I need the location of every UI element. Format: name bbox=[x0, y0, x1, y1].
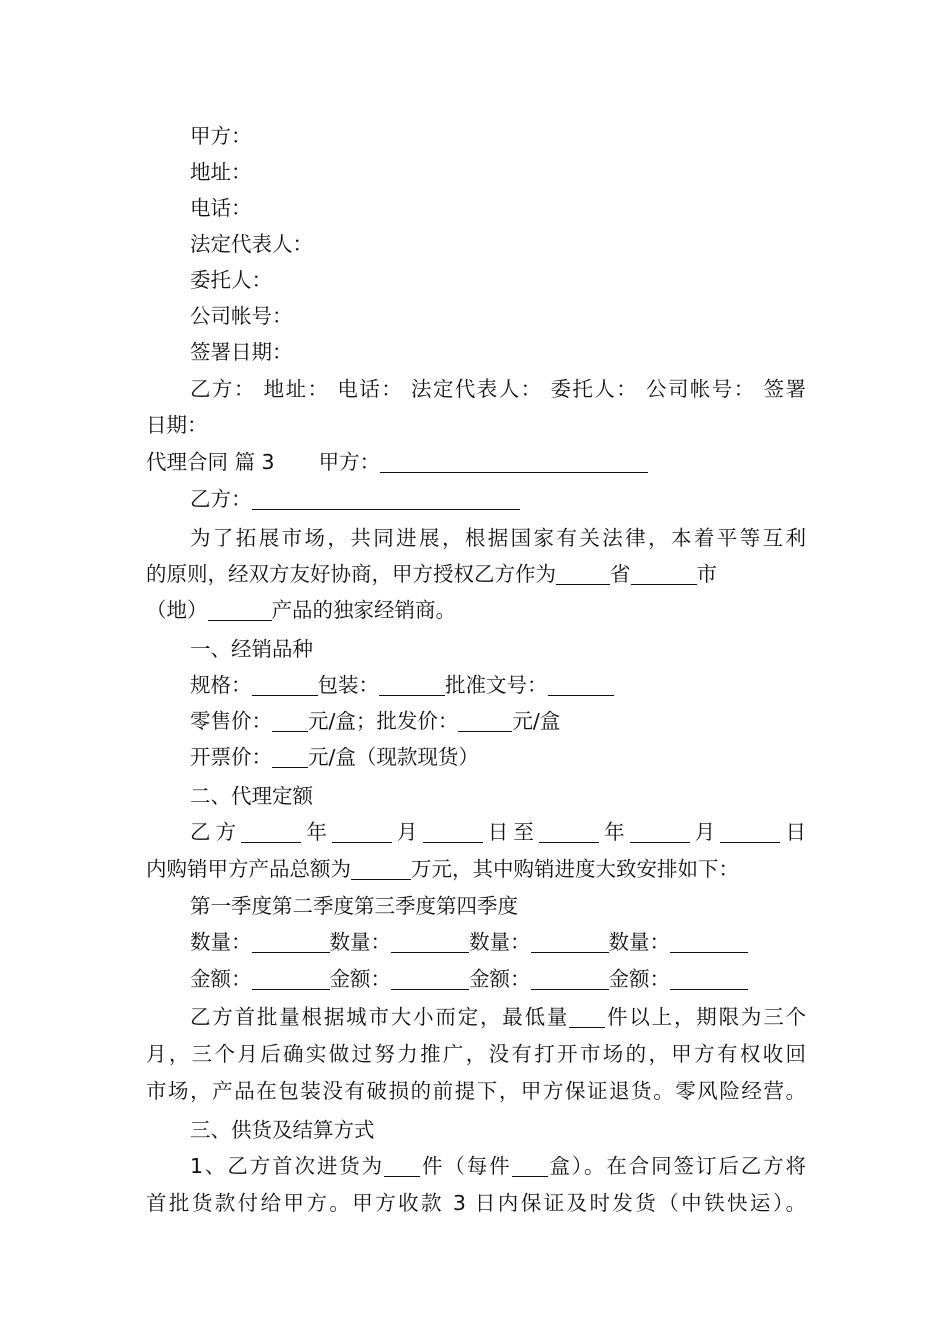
supply-text: 盒）。在合同签订后乙方将 bbox=[547, 1154, 807, 1178]
province-blank bbox=[556, 562, 610, 585]
party-b-label: 乙方： bbox=[190, 487, 252, 511]
qty-q2-blank bbox=[391, 930, 469, 953]
invoice-price-blank bbox=[272, 745, 308, 768]
package-blank bbox=[379, 673, 445, 696]
end-month-blank bbox=[630, 820, 690, 843]
per-case-label: 件（每件 bbox=[420, 1154, 512, 1178]
approval-blank bbox=[548, 673, 614, 696]
end-year-blank bbox=[539, 820, 599, 843]
quota-line-1 bbox=[190, 814, 806, 850]
invoice-price-line bbox=[190, 739, 806, 775]
start-day-blank bbox=[423, 820, 483, 843]
quota-line-2 bbox=[146, 851, 806, 887]
province-label: 省 bbox=[610, 562, 631, 586]
first-batch-term: 件以上，期限为三个 bbox=[605, 1005, 807, 1029]
start-month-blank bbox=[332, 820, 392, 843]
retail-price-blank bbox=[272, 709, 308, 732]
qty-q1-label: 数量： bbox=[190, 930, 252, 954]
supply-line-2: 首批货款付给甲方。甲方收款 3 日内保证及时发货（中铁快运）。 bbox=[146, 1191, 806, 1215]
qty-q2-label: 数量： bbox=[329, 930, 391, 954]
intro-end: 产品的独家经销商。 bbox=[271, 598, 456, 622]
section-2-heading: 二、代理定额 bbox=[190, 784, 313, 808]
start-year-blank bbox=[241, 820, 301, 843]
district-label: （地） bbox=[146, 598, 208, 622]
year-label: 年 bbox=[301, 820, 332, 844]
party-b-blank bbox=[252, 487, 520, 510]
section-3-heading: 三、供货及结算方式 bbox=[190, 1118, 375, 1142]
intro-text: 的原则，经双方友好协商，甲方授权乙方作为 bbox=[146, 562, 556, 586]
wholesale-price-blank bbox=[458, 709, 512, 732]
approval-label: 批准文号： bbox=[445, 673, 548, 697]
product-blank bbox=[208, 598, 272, 621]
agent-label: 委托人： bbox=[190, 268, 272, 292]
month-label: 月 bbox=[391, 820, 423, 844]
retail-price-label: 零售价： bbox=[190, 709, 272, 733]
party-b-line bbox=[190, 481, 806, 517]
section-1-heading: 一、经销品种 bbox=[190, 637, 313, 661]
qty-q3-blank bbox=[531, 930, 609, 953]
total-amount-unit: 万元，其中购销进度大致安排如下： bbox=[411, 857, 739, 881]
qty-q3-label: 数量： bbox=[469, 930, 531, 954]
city-label: 市 bbox=[696, 562, 717, 586]
first-batch-line-2: 月，三个月后确实做过努力推广，没有打开市场的，甲方有权收回 bbox=[146, 1042, 806, 1066]
first-batch-line-3: 市场，产品在包装没有破损的前提下，甲方保证退货。零风险经营。 bbox=[146, 1079, 806, 1103]
qty-q4-label: 数量： bbox=[608, 930, 670, 954]
contract-title: 代理合同 篇 3 bbox=[146, 450, 275, 474]
end-day-blank bbox=[720, 820, 780, 843]
address-label: 地址： bbox=[190, 160, 252, 184]
amt-q2-blank bbox=[391, 967, 469, 990]
amt-q1-label: 金额： bbox=[190, 967, 252, 991]
contract-heading-line bbox=[146, 444, 806, 480]
first-batch-line-1 bbox=[190, 999, 806, 1035]
end-month-label: 月 bbox=[689, 820, 721, 844]
spec-label: 规格： bbox=[190, 673, 252, 697]
supply-line-1 bbox=[190, 1148, 806, 1184]
spec-line bbox=[190, 667, 806, 703]
total-amount-label: 内购销甲方产品总额为 bbox=[146, 857, 351, 881]
wholesale-unit: 元/盒 bbox=[512, 709, 561, 733]
amount-line bbox=[190, 961, 806, 997]
wholesale-price-label: 元/盒；批发价： bbox=[308, 709, 459, 733]
party-b-fields-line-end: 日期： bbox=[146, 413, 208, 437]
legal-rep-label: 法定代表人： bbox=[190, 232, 313, 256]
amt-q1-blank bbox=[252, 967, 330, 990]
end-day-label: 日 bbox=[780, 820, 807, 844]
amt-q3-label: 金额： bbox=[469, 967, 531, 991]
first-order-blank bbox=[384, 1154, 420, 1177]
account-label: 公司帐号： bbox=[190, 304, 293, 328]
city-blank bbox=[631, 562, 697, 585]
party-b-fields-line: 乙方： 地址： 电话： 法定代表人： 委托人： 公司帐号： 签署 bbox=[190, 377, 806, 401]
invoice-unit: 元/盒（现款现货） bbox=[308, 745, 479, 769]
first-batch-text: 乙方首批量根据城市大小而定，最低量 bbox=[190, 1005, 570, 1029]
day-to-label: 日至 bbox=[482, 820, 539, 844]
sign-date-label: 签署日期： bbox=[190, 340, 293, 364]
quantity-line bbox=[190, 924, 806, 960]
intro-line-1: 为了拓展市场，共同进展，根据国家有关法律，本着平等互利 bbox=[190, 526, 806, 550]
intro-line-2 bbox=[146, 556, 806, 592]
party-a-blank bbox=[380, 450, 648, 473]
amt-q2-label: 金额： bbox=[329, 967, 391, 991]
quarters-line: 第一季度第二季度第三季度第四季度 bbox=[190, 894, 518, 918]
end-year-label: 年 bbox=[598, 820, 630, 844]
phone-label: 电话： bbox=[190, 196, 252, 220]
amt-q4-label: 金额： bbox=[608, 967, 670, 991]
party-a-label: 甲方： bbox=[190, 124, 252, 148]
intro-line-3 bbox=[146, 592, 806, 628]
amt-q3-blank bbox=[531, 967, 609, 990]
amt-q4-blank bbox=[670, 967, 748, 990]
spec-blank bbox=[252, 673, 318, 696]
min-quantity-blank bbox=[569, 1005, 605, 1028]
package-label: 包装： bbox=[317, 673, 379, 697]
invoice-price-label: 开票价： bbox=[190, 745, 272, 769]
qty-q4-blank bbox=[670, 930, 748, 953]
first-order-label: 1、乙方首次进货为 bbox=[190, 1154, 385, 1178]
per-case-blank bbox=[512, 1154, 548, 1177]
quota-party-b: 乙方 bbox=[190, 820, 242, 844]
total-amount-blank bbox=[351, 857, 411, 880]
price-line bbox=[190, 703, 806, 739]
qty-q1-blank bbox=[252, 930, 330, 953]
heading-party-a: 甲方： bbox=[318, 450, 381, 474]
